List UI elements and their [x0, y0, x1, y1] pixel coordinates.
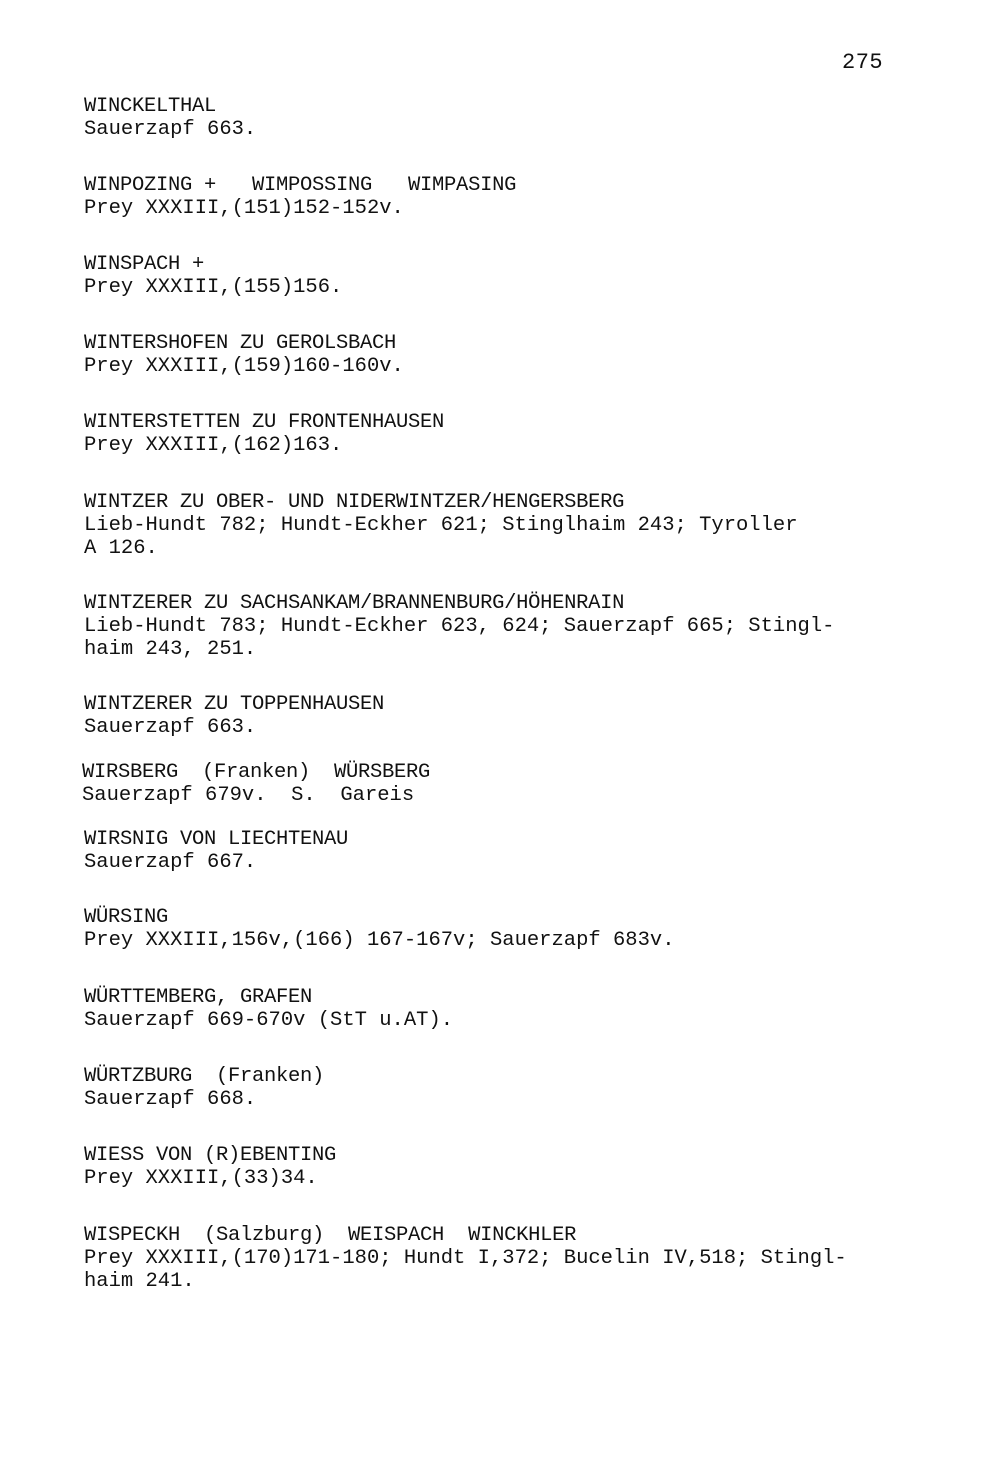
- entry-reference: Sauerzapf 663.: [84, 118, 257, 141]
- entry-heading: WINSPACH +: [84, 253, 205, 276]
- entry-heading: WINTZERER ZU SACHSANKAM/BRANNENBURG/HÖHENRAIN: [84, 592, 625, 615]
- entry-reference: Sauerzapf 668.: [84, 1088, 257, 1111]
- entry-heading: WÜRSING: [84, 906, 169, 929]
- entry-reference: Sauerzapf 663.: [84, 716, 257, 739]
- entry-reference: Lieb-Hundt 782; Hundt-Eckher 621; Stinglhaim 243; Tyroller: [84, 514, 798, 537]
- entry-reference: Prey XXXIII,(159)160-160v.: [84, 355, 404, 378]
- entry-heading: WINTZER ZU OBER- UND NIDERWINTZER/HENGERSBERG: [84, 491, 625, 514]
- entry-reference: Lieb-Hundt 783; Hundt-Eckher 623, 624; Sauerzapf 665; Stingl-: [84, 615, 835, 638]
- entry-heading: WINPOZING + WIMPOSSING WIMPASING: [84, 174, 517, 197]
- entry-heading: WIRSNIG VON LIECHTENAU: [84, 828, 349, 851]
- entry-heading: WÜRTZBURG (Franken): [84, 1065, 325, 1088]
- entry-reference: A 126.: [84, 537, 158, 560]
- entry-heading: WINCKELTHAL: [84, 95, 217, 118]
- entry-heading: WINTZERER ZU TOPPENHAUSEN: [84, 693, 385, 716]
- entry-reference: Prey XXXIII,(151)152-152v.: [84, 197, 404, 220]
- entry-reference: Sauerzapf 667.: [84, 851, 257, 874]
- entry-reference: Prey XXXIII,(162)163.: [84, 434, 343, 457]
- entry-reference: haim 243, 251.: [84, 638, 257, 661]
- entry-reference: Prey XXXIII,(155)156.: [84, 276, 343, 299]
- entry-reference: Sauerzapf 669-670v (StT u.AT).: [84, 1009, 454, 1032]
- page-number: 275: [842, 50, 884, 75]
- entry-reference: Prey XXXIII,156v,(166) 167-167v; Sauerzapf 683v.: [84, 929, 675, 952]
- entry-reference: Sauerzapf 679v. S. Gareis: [82, 784, 415, 807]
- entry-reference: Prey XXXIII,(170)171-180; Hundt I,372; Bucelin IV,518; Stingl-: [84, 1247, 847, 1270]
- entry-heading: WIRSBERG (Franken) WÜRSBERG: [82, 761, 431, 784]
- entry-heading: WINTERSTETTEN ZU FRONTENHAUSEN: [84, 411, 445, 434]
- entry-reference: Prey XXXIII,(33)34.: [84, 1167, 318, 1190]
- entry-heading: WISPECKH (Salzburg) WEISPACH WINCKHLER: [84, 1224, 577, 1247]
- entry-heading: WIESS VON (R)EBENTING: [84, 1144, 337, 1167]
- entry-heading: WINTERSHOFEN ZU GEROLSBACH: [84, 332, 397, 355]
- entry-reference: haim 241.: [84, 1270, 195, 1293]
- entry-heading: WÜRTTEMBERG, GRAFEN: [84, 986, 313, 1009]
